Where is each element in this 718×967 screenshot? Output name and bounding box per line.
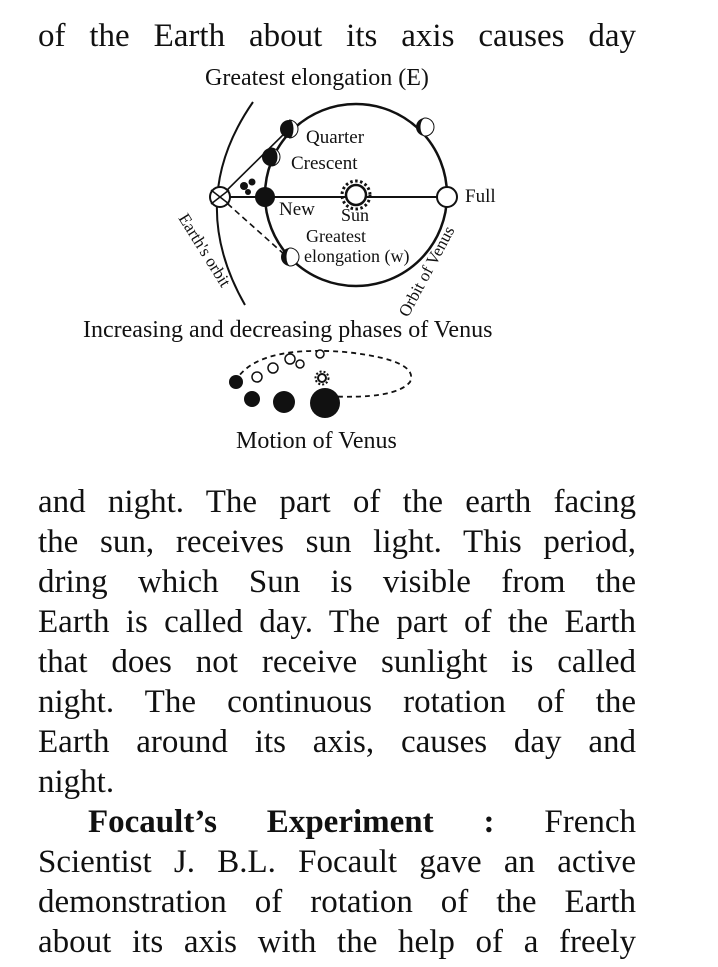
body-line-8: night. bbox=[38, 764, 115, 800]
motion-venus-5 bbox=[252, 372, 262, 382]
text-top-line: of the Earth about its axis causes day bbox=[38, 18, 636, 54]
venus-full bbox=[437, 187, 457, 207]
motion-sun-symbol bbox=[316, 372, 329, 385]
label-sun: Sun bbox=[341, 205, 370, 225]
body-line-7: Earth around its axis, causes day and bbox=[38, 724, 636, 760]
focault-first-rest: French bbox=[494, 804, 637, 840]
focault-first-line bbox=[38, 802, 636, 842]
focault-heading: Focault’s Experiment : bbox=[88, 804, 495, 840]
motion-venus-9 bbox=[316, 350, 324, 358]
body-line-6: night. The continuous rotation of the bbox=[38, 684, 636, 720]
tangent-line-w bbox=[220, 197, 285, 255]
motion-venus-8 bbox=[296, 360, 304, 368]
venus-new bbox=[255, 187, 275, 207]
motion-venus-4 bbox=[310, 388, 340, 418]
label-full: Full bbox=[465, 186, 496, 207]
body-line-4: Earth is called day. The part of the Earth bbox=[38, 604, 636, 640]
small-venus-dot bbox=[240, 182, 248, 190]
focault-line-3: demonstration of rotation of the Earth bbox=[38, 884, 636, 920]
body-line-2: the sun, receives sun light. This period, bbox=[38, 524, 636, 560]
label-earths-orbit: Earth's orbit bbox=[174, 210, 235, 291]
body-line-5: that does not receive sunlight is called bbox=[38, 644, 636, 680]
focault-line-2: Scientist J. B.L. Focault gave an active bbox=[38, 844, 636, 880]
motion-venus-7 bbox=[285, 354, 295, 364]
motion-venus-6 bbox=[268, 363, 278, 373]
body-line-3: dring which Sun is visible from the bbox=[38, 564, 636, 600]
motion-venus-3 bbox=[273, 391, 295, 413]
label-greatest: Greatest bbox=[306, 226, 366, 246]
figure-caption-top: Greatest elongation (E) bbox=[205, 65, 429, 91]
label-elongation-w: elongation (w) bbox=[304, 246, 410, 266]
tangent-line-e bbox=[220, 128, 290, 197]
label-quarter: Quarter bbox=[306, 127, 365, 148]
motion-venus-1 bbox=[229, 375, 243, 389]
label-crescent: Crescent bbox=[291, 153, 358, 174]
motion-venus-2 bbox=[244, 391, 260, 407]
label-new: New bbox=[279, 199, 315, 220]
body-line-1: and night. The part of the earth facing bbox=[38, 484, 636, 520]
figure-caption-phases: Increasing and decreasing phases of Venus bbox=[83, 317, 493, 343]
focault-line-4: about its axis with the help of a freely bbox=[38, 924, 636, 960]
figure-caption-motion: Motion of Venus bbox=[236, 428, 397, 454]
label-orbit-of-venus: Orbit of Venus bbox=[394, 222, 459, 320]
